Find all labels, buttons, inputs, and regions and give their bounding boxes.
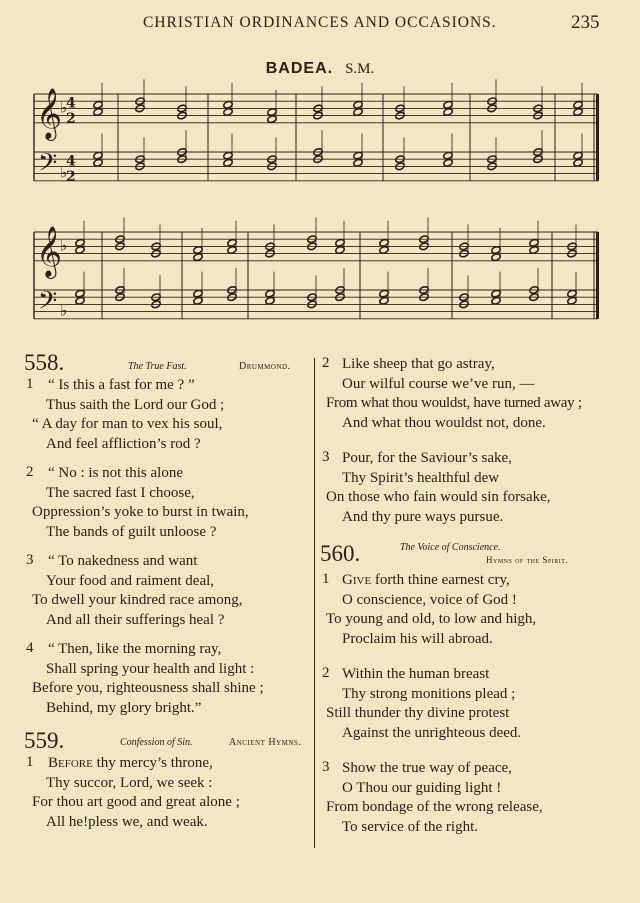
verse-line: Oppression’s yoke to burst in twain, [32,504,249,520]
time-signature: 2 [66,110,76,127]
tune-name: BADEA. [265,60,334,77]
hymn-title: The True Fast. [128,361,187,372]
hymn-560 [318,541,608,837]
line-rest: thy mercy’s throne, [92,755,213,771]
stanza [22,376,314,454]
verse-line: O conscience, voice of God ! [342,591,517,608]
verse-line: Like sheep that go astray, [342,356,495,372]
verse-line: To young and old, to low and high, [326,611,537,627]
header-title: CHRISTIAN ORDINANCES AND OCCASIONS. [143,14,497,31]
verse-line: “ No : is not this alone [48,465,183,481]
stanza [318,449,608,527]
time-signature: 2 [66,168,76,185]
final-barline [596,94,599,181]
verse-line: “ To nakedness and want [48,553,198,569]
right-column [318,350,608,847]
verse-line: “ Is this a fast for me ? ” [48,377,195,393]
flat-icon: ♭ [60,163,68,182]
verse-line: From bondage of the wrong release, [326,799,543,815]
treble-clef-icon: 𝄞 [36,87,63,139]
verse-line: And feel affliction’s rod ? [46,435,201,452]
bass-clef-icon: 𝄢 [38,286,58,322]
stanza [22,754,314,832]
stanza-number: 2 [322,355,330,371]
hymn-558 [22,350,314,718]
verse-line: To service of the right. [342,818,478,835]
stanza-number: 3 [322,449,330,465]
verse-line: Thy strong monitions plead ; [342,685,516,702]
stanza [318,759,608,837]
verse-line: Before you, righteousness shall shine ; [32,680,264,696]
verse-line: Thus saith the Lord our God ; [46,396,225,413]
first-word: Give [342,572,372,588]
verse-line: Behind, my glory bright.” [46,699,202,716]
time-signature: 4 [66,153,76,170]
hymn-559-continued [318,355,608,527]
bass-clef-icon: 𝄢 [38,148,58,184]
hymn-heading [318,541,608,571]
verse-line: Still thunder thy divine protest [326,705,510,721]
verse-line: On those who fain would sin forsake, [326,489,551,505]
hymn-heading [22,728,314,754]
verse-line: Your food and raiment deal, [46,572,215,589]
flat-icon: ♭ [60,236,68,255]
tune-meter: S.M. [345,61,375,77]
stanza [318,665,608,743]
stanza-number: 1 [26,754,34,770]
verse-line: Pour, for the Saviour’s sake, [342,450,512,466]
hymn-number: 560. [320,541,361,566]
line-rest: forth thine earnest cry, [371,572,510,588]
verse-line [22,754,314,774]
hymn-title: The Voice of Conscience. [400,542,501,553]
verse-line [318,571,608,591]
hymn-number: 558. [24,350,65,375]
verse-line: Show the true way of peace, [342,760,512,776]
stanza-number: 3 [26,552,34,568]
stanza [22,552,314,630]
stanza [318,571,608,649]
left-column [22,350,314,842]
verse-line: And thy pure ways pursue. [342,508,504,525]
verse-line: O Thou our guiding light ! [342,779,502,796]
final-barline [596,232,599,319]
verse-line: And what thou wouldst not, done. [342,414,546,431]
stanza-number: 2 [26,464,34,480]
verse-line: The bands of guilt unloose ? [46,523,217,540]
flat-icon: ♭ [60,301,68,320]
hymn-author: Drummond. [239,361,291,372]
music-score [0,0,640,350]
verse-line: Thy Spirit’s healthful dew [342,469,500,486]
time-signature: 4 [66,95,76,112]
verse-line: All he!pless we, and weak. [46,813,208,830]
hymn-title: Confession of Sin. [120,737,193,748]
verse-line: The sacred fast I choose, [46,484,195,501]
stanza-number: 1 [26,376,34,392]
stanza-number: 2 [322,665,330,681]
verse-line: Within the human breast [342,666,490,682]
verse-line: And all their sufferings heal ? [46,611,225,628]
verse-line: Proclaim his will abroad. [342,630,493,647]
hymn-number: 559. [24,728,65,753]
stanza-number: 3 [322,759,330,775]
verse-line: Thy succor, Lord, we seek : [46,774,213,791]
verse-line: Against the unrighteous deed. [342,724,522,741]
hymn-559 [22,728,314,832]
stanza [22,464,314,542]
flat-icon: ♭ [60,98,68,117]
verse-line: For thou art good and great alone ; [32,794,240,810]
column-divider [314,358,315,848]
verse-line: From what thou wouldst, have turned away ; [326,395,582,411]
page-number: 235 [571,12,600,33]
verse-line: Our wilful course we’ve run, — [342,375,535,392]
hymn-author: Ancient Hymns. [229,737,302,748]
first-word: Before [48,755,93,771]
stanza-number: 4 [26,640,34,656]
verse-line: Shall spring your health and light : [46,660,255,677]
stanza-number: 1 [322,571,330,587]
verse-line: “ A day for man to vex his soul, [32,416,223,432]
hymn-author: Hymns of the Spirit. [486,555,569,565]
verse-line: To dwell your kindred race among, [32,592,243,608]
treble-clef-icon: 𝄞 [36,225,63,277]
stanza [318,355,608,433]
stanza [22,640,314,718]
verse-line: “ Then, like the morning ray, [48,641,222,657]
hymn-heading [22,350,314,376]
